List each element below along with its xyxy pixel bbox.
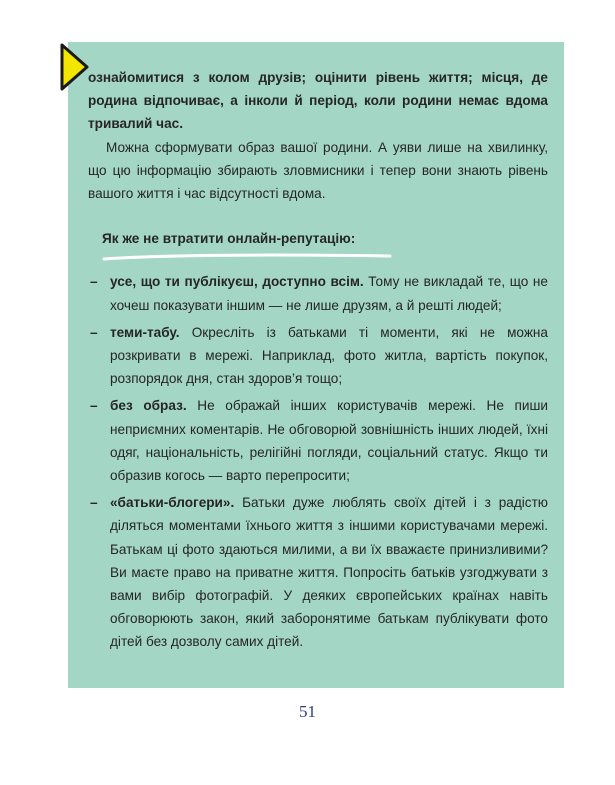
bullet-bold: усе, що ти публікуєш, доступно всім. [110, 274, 364, 290]
page-content [88, 66, 548, 658]
bullet-text: Не ображай інших користувачів мережі. Не пиши неприємних коментарів. Не обговорюй зовнішність інших людей, їхні одяг, національність, релігійні погляди, соціальний статус. Якщо ти образив когось — варто перепросити; [110, 398, 548, 484]
bullet-bold: без образ. [110, 398, 187, 414]
list-item [88, 321, 548, 391]
heading-text: Як же не втратити онлайн-репутацію: [102, 231, 356, 247]
bullet-bold: «батьки-блогери». [110, 495, 235, 511]
list-item [88, 491, 548, 653]
bullet-bold: теми-табу. [110, 324, 180, 340]
bullet-text: Тому не викладай те, що не хочеш показувати іншим — не лише друзям, а й решті людей; [110, 274, 548, 313]
bullet-dash: – [90, 398, 98, 414]
yellow-arrow-icon [60, 43, 90, 91]
page-number: 51 [299, 702, 316, 721]
list-item [88, 394, 548, 487]
tips-list [88, 270, 548, 653]
list-item [88, 270, 548, 316]
bullet-dash: – [90, 274, 98, 290]
bullet-text: Окресліть із батьками ті моменти, які не можна розкривати в мережі. Наприклад, фото житла, вартість покупок, розпорядок дня, стан здоров’я тощо; [110, 324, 548, 387]
bullet-text: Батьки дуже люблять своїх дітей і з радістю діляться моментами їхнього життя з іншими користувачами мережі. Батькам ці фото здаються милими, а ви їх вважаєте принизливими? Ви маєте право на приватне життя. Попросіть батьків узгоджувати з вами вибір фотографій. У деяких європейських країнах навіть обговорюють закон, який заборонятиме батькам публікувати фото дітей без дозволу самих дітей. [110, 495, 548, 650]
heading-underline [102, 252, 392, 262]
intro-paragraph: Можна сформувати образ вашої родини. А уяви лише на хвилинку, що цю інформацію збирають зловмисники і тепер вони знають рівень вашого життя і час відсутності вдома. [88, 139, 548, 202]
bullet-dash: – [90, 324, 98, 340]
bullet-dash: – [90, 495, 98, 511]
section-heading [102, 227, 548, 262]
intro-bold-text: ознайомитися з колом друзів; оцінити рівень життя; місця, де родина відпочиває, а інколи й період, коли родини немає вдома тривалий час. [88, 70, 548, 132]
